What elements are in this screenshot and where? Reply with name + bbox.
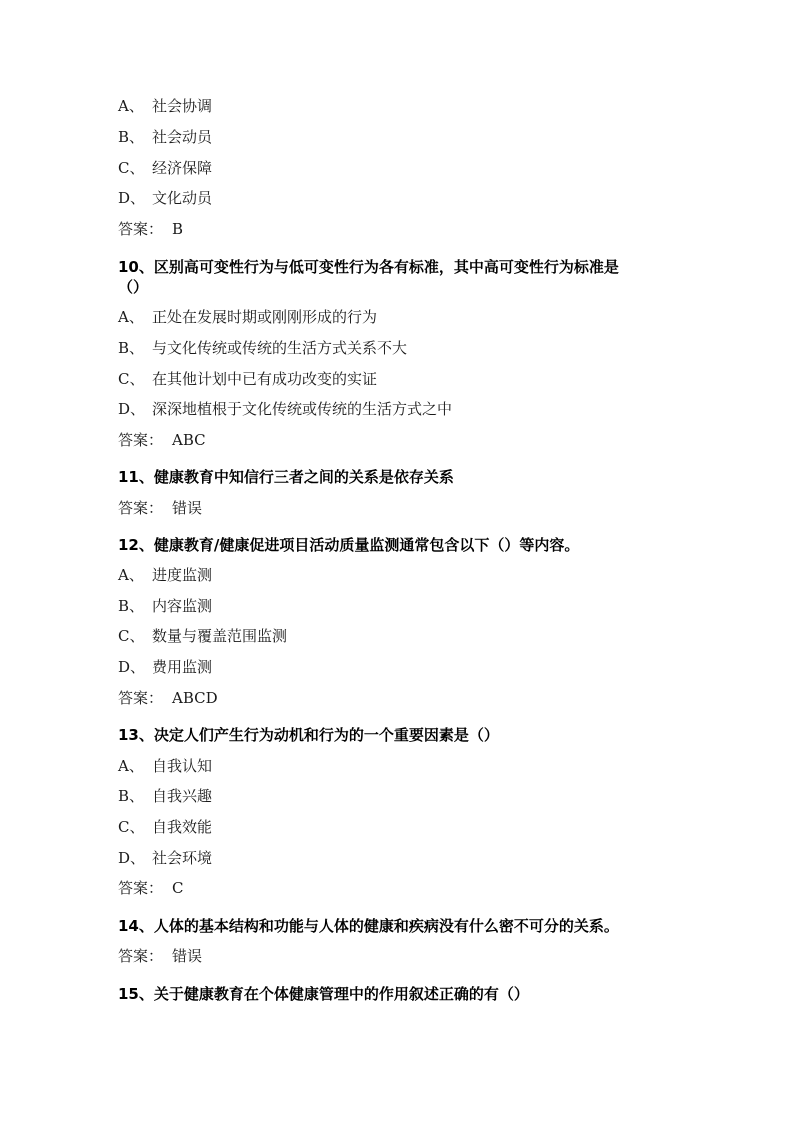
question-15-title: 15、关于健康教育在个体健康管理中的作用叙述正确的有（） (118, 985, 529, 1003)
option-letter: C、 (118, 159, 145, 177)
option-letter: B、 (118, 787, 145, 805)
answer-label: 答案： (118, 220, 164, 238)
option-b (118, 127, 212, 147)
option-text: 正处在发展时期或刚刚形成的行为 (152, 308, 378, 326)
option-b (118, 786, 212, 806)
option-c (118, 817, 212, 837)
option-text: 数量与覆盖范围监测 (152, 627, 288, 645)
option-text: 社会动员 (152, 128, 213, 146)
answer-label: 答案： (118, 947, 164, 965)
option-letter: C、 (118, 627, 145, 645)
question-13-title: 13、决定人们产生行为动机和行为的一个重要因素是（） (118, 726, 499, 744)
option-a (118, 307, 377, 327)
option-text: 社会环境 (152, 849, 213, 867)
option-text: 与文化传统或传统的生活方式关系不大 (152, 339, 408, 357)
option-text: 自我认知 (152, 757, 213, 775)
option-text: 社会协调 (152, 97, 213, 115)
question-12-title: 12、健康教育/健康促进项目活动质量监测通常包含以下（）等内容。 (118, 536, 580, 554)
answer-value: 错误 (172, 947, 203, 965)
option-letter: D、 (118, 849, 146, 867)
option-a (118, 565, 212, 585)
question-11-title: 11、健康教育中知信行三者之间的关系是依存关系 (118, 468, 454, 486)
option-text: 自我效能 (152, 818, 213, 836)
option-letter: B、 (118, 128, 145, 146)
answer-line (118, 219, 183, 239)
answer-line (118, 498, 202, 518)
option-b (118, 338, 407, 358)
answer-value: ABCD (172, 689, 218, 707)
option-b (118, 596, 212, 616)
option-d (118, 657, 212, 677)
answer-label: 答案： (118, 689, 164, 707)
option-text: 费用监测 (152, 658, 213, 676)
option-a (118, 756, 212, 776)
option-letter: B、 (118, 339, 145, 357)
option-d (118, 399, 452, 419)
answer-line (118, 946, 202, 966)
answer-line (118, 878, 183, 898)
option-text: 进度监测 (152, 566, 213, 584)
answer-value: 错误 (172, 499, 203, 517)
answer-label: 答案： (118, 879, 164, 897)
option-letter: C、 (118, 370, 145, 388)
answer-value: C (172, 879, 184, 897)
option-letter: A、 (118, 97, 144, 115)
option-text: 自我兴趣 (152, 787, 213, 805)
answer-value: B (172, 220, 184, 238)
option-a (118, 96, 212, 116)
option-letter: A、 (118, 757, 144, 775)
answer-line (118, 688, 218, 708)
option-d (118, 848, 212, 868)
option-letter: A、 (118, 566, 144, 584)
option-text: 文化动员 (152, 189, 213, 207)
option-letter: D、 (118, 658, 146, 676)
question-10-title: 10、区别高可变性行为与低可变性行为各有标准，其中高可变性行为标准是 (118, 258, 619, 276)
option-c (118, 158, 212, 178)
option-text: 深深地植根于文化传统或传统的生活方式之中 (152, 400, 453, 418)
answer-label: 答案： (118, 499, 164, 517)
option-letter: D、 (118, 400, 146, 418)
option-letter: A、 (118, 308, 144, 326)
answer-value: ABC (172, 431, 206, 449)
option-text: 内容监测 (152, 597, 213, 615)
option-letter: C、 (118, 818, 145, 836)
option-letter: B、 (118, 597, 145, 615)
question-10-title-cont: （） (118, 278, 149, 296)
option-c (118, 626, 287, 646)
option-text: 在其他计划中已有成功改变的实证 (152, 370, 378, 388)
answer-label: 答案： (118, 431, 164, 449)
answer-line (118, 430, 206, 450)
option-letter: D、 (118, 189, 146, 207)
option-text: 经济保障 (152, 159, 213, 177)
option-c (118, 369, 377, 389)
question-14-title: 14、人体的基本结构和功能与人体的健康和疾病没有什么密不可分的关系。 (118, 917, 619, 935)
option-d (118, 188, 212, 208)
